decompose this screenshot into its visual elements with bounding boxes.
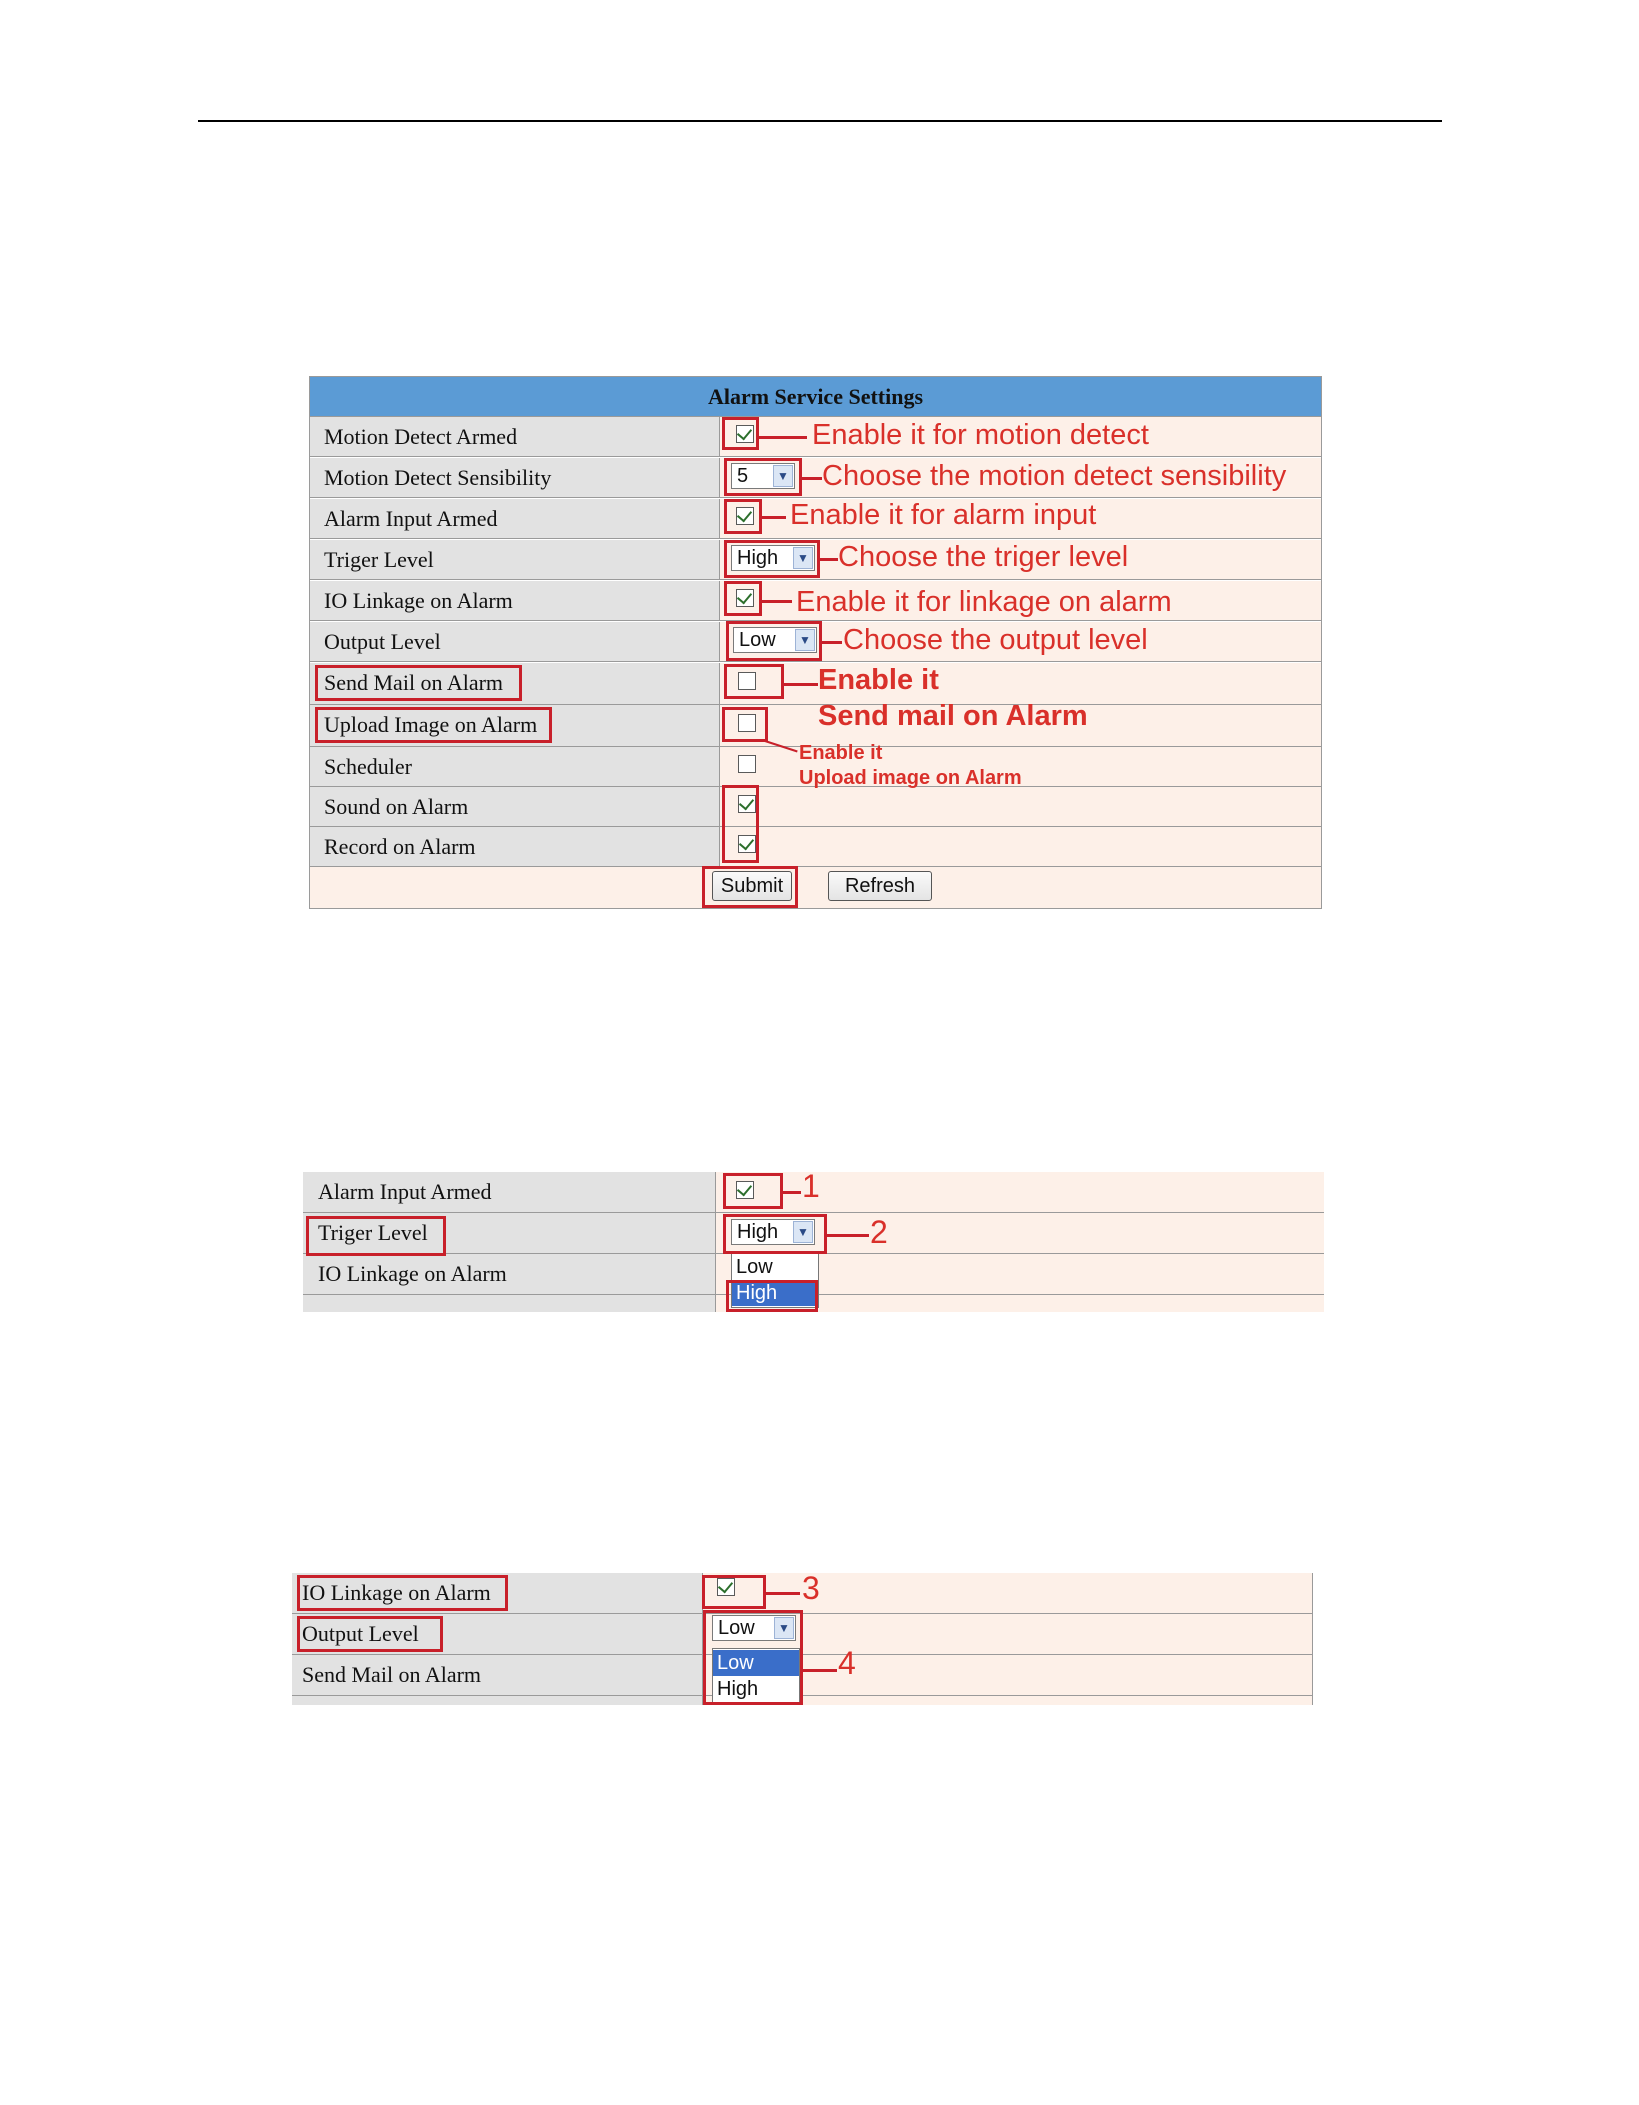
highlight-box xyxy=(724,540,820,578)
highlight-box xyxy=(315,665,522,701)
highlight-box xyxy=(724,664,784,699)
annotation-text: Choose the motion detect sensibility xyxy=(822,460,1287,492)
annotation-text: Choose the triger level xyxy=(838,541,1129,573)
row-label: Alarm Input Armed xyxy=(318,1179,492,1204)
page-rule xyxy=(198,120,1442,122)
panel-title: Alarm Service Settings xyxy=(310,377,1321,417)
pointer-line xyxy=(766,1592,800,1595)
row-label: IO Linkage on Alarm xyxy=(302,1580,491,1605)
row-label: Motion Detect Sensibility xyxy=(324,465,552,490)
highlight-box xyxy=(702,866,798,908)
annotation-text: Choose the output level xyxy=(843,624,1148,656)
annotation-text: Send mail on Alarm xyxy=(818,700,1088,732)
row-label: Scheduler xyxy=(324,754,412,779)
row-record xyxy=(310,827,1321,867)
highlight-box xyxy=(306,1216,446,1256)
pointer-line xyxy=(762,516,786,519)
pointer-line xyxy=(803,1669,837,1672)
highlight-box xyxy=(702,1575,766,1609)
row-label: Upload Image on Alarm xyxy=(324,712,538,737)
pointer-line xyxy=(759,436,807,439)
step-number: 4 xyxy=(838,1645,856,1681)
scheduler-checkbox[interactable] xyxy=(738,755,756,773)
row-label: Motion Detect Armed xyxy=(324,424,518,449)
step-number: 2 xyxy=(870,1214,888,1250)
step-number: 3 xyxy=(802,1570,820,1606)
pointer-line xyxy=(827,1234,869,1237)
row-label: Send Mail on Alarm xyxy=(324,670,504,695)
annotation-text: Enable it xyxy=(799,742,883,764)
annotation-text: Enable it for linkage on alarm xyxy=(796,586,1172,618)
highlight-box xyxy=(726,1280,818,1312)
row-actions xyxy=(310,867,1321,909)
row-label: IO Linkage on Alarm xyxy=(324,588,513,613)
dropdown-option-low[interactable]: Low xyxy=(736,1256,773,1278)
row-label: Triger Level xyxy=(318,1220,428,1245)
select-value: Low xyxy=(739,629,776,651)
pointer-line xyxy=(820,558,838,561)
select-value: High xyxy=(737,547,779,569)
highlight-box xyxy=(722,417,759,450)
row-label: IO Linkage on Alarm xyxy=(318,1261,507,1286)
select-value: High xyxy=(737,1221,779,1243)
pointer-line xyxy=(784,683,818,686)
pointer-line xyxy=(822,641,842,644)
chevron-down-icon: ▼ xyxy=(774,1617,794,1639)
chevron-down-icon: ▼ xyxy=(773,465,793,487)
highlight-box xyxy=(723,1214,827,1254)
step-number: 1 xyxy=(802,1168,820,1204)
row-sound xyxy=(310,787,1321,827)
highlight-box xyxy=(297,1616,443,1652)
submit-button[interactable]: Submit xyxy=(712,871,792,901)
highlight-box xyxy=(723,1173,783,1209)
highlight-box xyxy=(724,499,762,534)
chevron-down-icon: ▼ xyxy=(793,1221,813,1243)
highlight-box xyxy=(297,1575,508,1611)
dropdown-option-high[interactable]: High xyxy=(732,1280,818,1306)
row-label: Sound on Alarm xyxy=(324,794,469,819)
chevron-down-icon: ▼ xyxy=(793,547,813,569)
highlight-box xyxy=(703,1610,803,1705)
row-label: Alarm Input Armed xyxy=(324,506,498,531)
row-label: Output Level xyxy=(324,629,441,654)
dropdown-option-high[interactable]: High xyxy=(717,1678,759,1700)
annotation-text: Enable it xyxy=(818,664,939,696)
highlight-box xyxy=(315,707,552,743)
chevron-down-icon: ▼ xyxy=(795,629,815,651)
pointer-line xyxy=(762,600,792,603)
annotation-text: Upload image on Alarm xyxy=(799,767,1022,789)
annotation-text: Enable it for motion detect xyxy=(812,419,1149,451)
highlight-box xyxy=(726,621,822,661)
row-label: Triger Level xyxy=(324,547,434,572)
dropdown-option-low[interactable]: Low xyxy=(713,1650,799,1676)
row-label: Send Mail on Alarm xyxy=(302,1662,482,1687)
refresh-button[interactable]: Refresh xyxy=(828,871,932,901)
pointer-line xyxy=(802,477,822,480)
select-value: Low xyxy=(718,1617,755,1639)
row-label: Output Level xyxy=(302,1621,419,1646)
annotation-text: Enable it for alarm input xyxy=(790,499,1097,531)
highlight-box xyxy=(724,581,762,616)
pointer-line xyxy=(783,1191,801,1194)
select-value: 5 xyxy=(737,465,749,487)
row-label: Record on Alarm xyxy=(324,834,476,859)
highlight-box xyxy=(724,458,802,496)
highlight-box xyxy=(722,785,759,863)
highlight-box xyxy=(722,707,768,742)
